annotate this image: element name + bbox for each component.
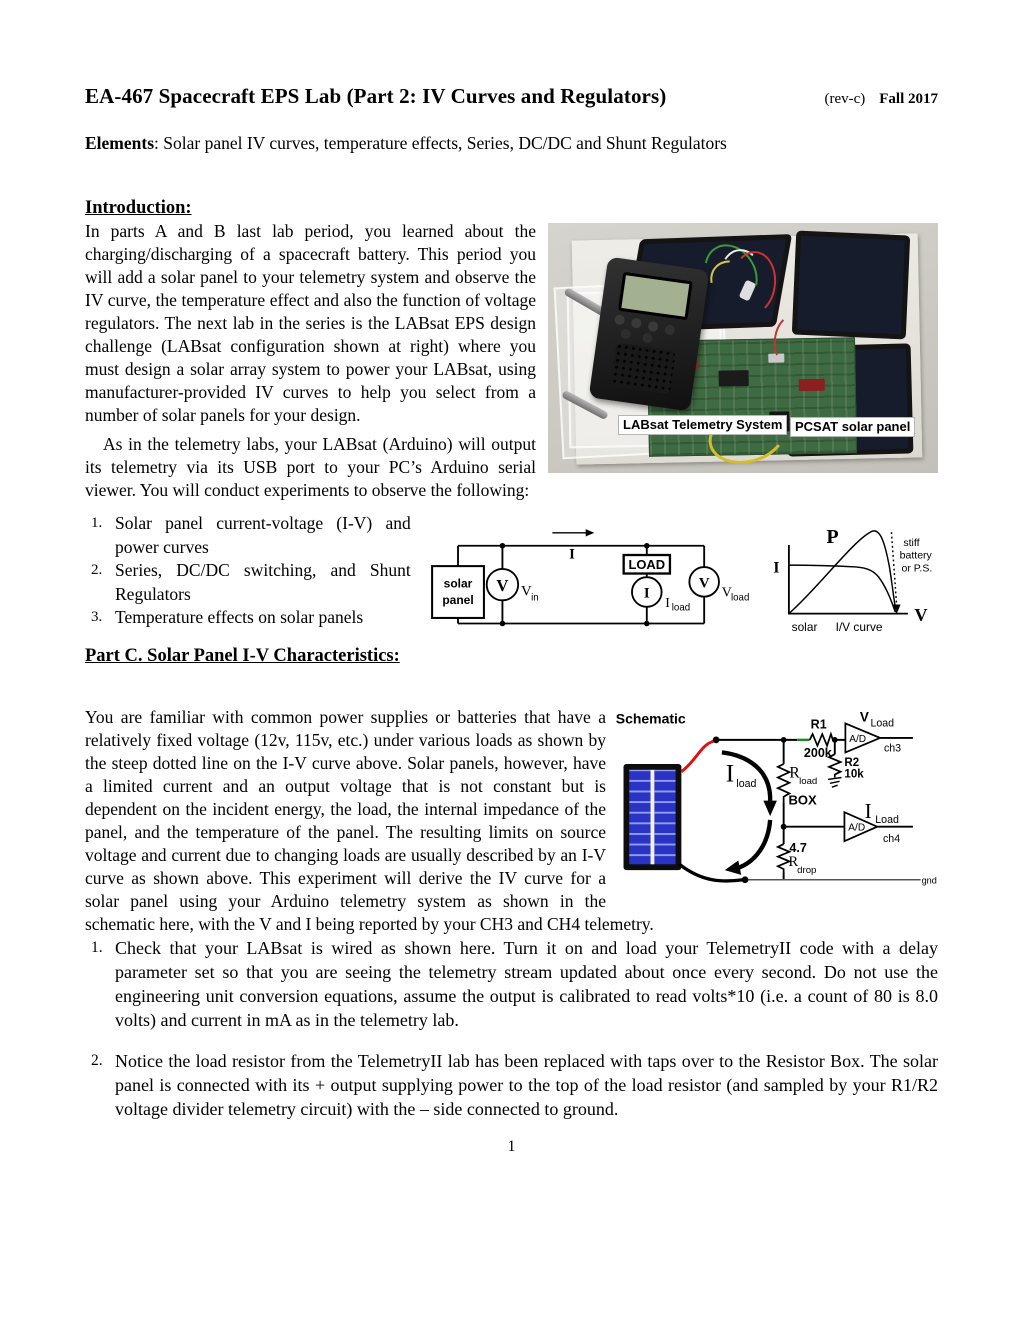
iload-label: I: [665, 595, 670, 611]
step-text: Notice the load resistor from the TelemetryII lab has been replaced with taps over to the Resistor Box. The solar panel is connected with its + output supplying power to the top of the load resistor (and sampled by your R1/R2 voltage divider telemetry circuit) with the – side connected to ground.: [115, 1051, 938, 1119]
vload-output-sub: Load: [870, 717, 895, 730]
adc-ch3-label: A/D: [849, 733, 867, 745]
ch3-label: ch3: [883, 742, 902, 755]
r1-label: R1: [810, 717, 827, 732]
intro-paragraph-2: As in the telemetry labs, your LABsat (Arduino) will output its telemetry via its USB port to your PC’s Arduino serial viewer. You will conduct experiments to observe the following:: [85, 434, 536, 500]
part-c-section: [85, 706, 938, 936]
radio-speaker: [610, 343, 676, 395]
ammeter-iload-symbol: I: [643, 585, 650, 602]
schematic-title: Schematic: [615, 710, 686, 727]
solar-panel-box: [432, 566, 484, 618]
list-item-text: Temperature effects on solar panels: [115, 607, 364, 627]
r2-label: R2: [844, 756, 860, 769]
schematic-solar-panel: [624, 764, 682, 870]
list-item: [85, 512, 411, 559]
axis-label-voltage: V: [914, 604, 928, 625]
radio-buttons: [614, 314, 625, 325]
ch4-label: ch4: [883, 833, 901, 846]
radio-lcd: [618, 272, 693, 320]
title-row: [85, 84, 938, 109]
elements-line: [85, 133, 938, 154]
vload-output-symbol: V: [859, 709, 869, 725]
adc-ch4-label: A/D: [848, 822, 866, 834]
solar-panel-right-top: [792, 231, 910, 340]
step-item: [85, 936, 938, 1032]
step-number: 1.: [91, 939, 103, 956]
page-title: EA-467 Spacecraft EPS Lab (Part 2: IV Curves and Regulators): [85, 84, 667, 108]
list-item: [85, 559, 411, 606]
solar-panel-box-label-2: panel: [442, 593, 474, 608]
rload-box-label: BOX: [788, 792, 817, 808]
load-box-label: LOAD: [628, 556, 665, 572]
power-curve-label: P: [826, 526, 839, 549]
telemetry-schematic: [610, 708, 938, 901]
rload-sub: load: [799, 776, 818, 788]
title-right: [824, 90, 938, 108]
photo-label-solar-panel: PCSAT solar panel: [790, 417, 915, 437]
list-item: [85, 606, 411, 630]
experiments-list: [85, 512, 411, 630]
solar-panel-box-label-1: solar: [443, 576, 473, 591]
revision-label: (rev-c): [824, 91, 866, 107]
elements-label: Elements: [85, 133, 155, 153]
handheld-radio: [589, 257, 710, 412]
list-number: 1.: [91, 515, 103, 531]
vload-label: V: [721, 585, 732, 601]
resistor-r1: [810, 734, 833, 746]
iload-output-symbol: I: [864, 799, 872, 824]
measurement-circuit-diagram: [421, 516, 754, 644]
steps-list: [85, 936, 938, 1121]
iv-curve: [789, 565, 895, 612]
r1-value: 200k: [803, 746, 832, 761]
iload-symbol: I: [725, 760, 735, 788]
rdrop-value: 4.7: [789, 840, 807, 855]
list-number: 3.: [91, 609, 103, 625]
pcb-component: [799, 379, 825, 391]
current-label: I: [568, 546, 575, 563]
schematic-figure: [610, 708, 938, 904]
iload-sub: load: [736, 778, 757, 791]
iload-label-sub: load: [671, 602, 690, 614]
introduction-heading: Introduction:: [85, 198, 192, 218]
r2-value: 10k: [844, 768, 864, 781]
term-label: Fall 2017: [879, 91, 938, 107]
vin-label: V: [520, 583, 532, 600]
rdrop-symbol: R: [788, 854, 799, 871]
list-number: 2.: [91, 562, 103, 578]
rload-symbol: R: [789, 764, 800, 782]
positive-wire-red: [681, 741, 714, 772]
pcb-component: [719, 370, 749, 387]
introduction-section: [85, 196, 938, 502]
stiff-battery-annotation-1: stiff: [903, 536, 920, 549]
graph-axes: [789, 545, 908, 614]
stiff-battery-annotation-3: or P.S.: [901, 562, 933, 575]
graph-caption-solar: solar: [791, 620, 818, 635]
photo-label-telemetry-system: LABsat Telemetry System: [618, 415, 787, 435]
step-item: [85, 1049, 938, 1121]
rdrop-sub: drop: [797, 864, 817, 876]
part-c-heading: Part C. Solar Panel I-V Characteristics:: [85, 646, 400, 666]
stiff-battery-annotation-2: battery: [899, 549, 932, 562]
ground-symbol: [828, 777, 842, 787]
list-item-text: Solar panel current-voltage (I-V) and power curves: [115, 513, 411, 557]
elements-text: : Solar panel IV curves, temperature effects, Series, DC/DC and Shunt Regulators: [154, 133, 727, 153]
labsat-photo: [548, 223, 938, 473]
intro-paragraph-1: In parts A and B last lab period, you learned about the charging/discharging of a spacecraft battery. This period you will add a solar panel to your telemetry system and observe the IV curve, the temperature effect and also the function of voltage regulators. The next lab in the series is the LABsat EPS design challenge (LABsat configuration shown at right) where you must design a solar array system to power your LABsat, using manufacturer-provided IV curves to help you select from a number of solar panels for your design.: [85, 221, 536, 425]
vin-label-sub: in: [530, 592, 539, 604]
iv-curve-graph: [766, 512, 938, 642]
list-item-text: Series, DC/DC switching, and Shunt Regulators: [115, 560, 411, 604]
axis-label-current: I: [773, 559, 780, 577]
voltmeter-vin-symbol: V: [496, 576, 509, 596]
power-curve: [789, 531, 896, 614]
diagrams-row: [85, 512, 938, 644]
page-number: 1: [507, 1138, 516, 1155]
voltmeter-vload-symbol: V: [698, 575, 710, 592]
gnd-label: gnd: [921, 875, 937, 886]
step-number: 2.: [91, 1052, 103, 1069]
graph-caption-ivcurve: I/V curve: [835, 620, 883, 635]
part-c-paragraph: You are familiar with common power supplies or batteries that have a relatively fixed voltage (12v, 115v, etc.) under various loads as shown by the steep dotted line on the I-V curve above. Solar panels, however, have a limited current and an output voltage that is not constant but is dependent on the incident energy, the load, the internal impedance of the panel, and the temperature of the panel. The resulting limits on source voltage and current due to changing loads are usually described by an I-V curve as shown above. This experiment will derive the IV curve for a solar panel using your Arduino telemetry system as shown in the schematic here, with the V and I being reported by your CH3 and CH4 telemetry.: [85, 707, 654, 934]
iload-output-sub: Load: [875, 813, 899, 826]
step-text: Check that your LABsat is wired as shown here. Turn it on and load your TelemetryII code with a delay parameter set so that you are seeing the telemetry stream updated about once every second. Do not use the engineering unit conversion equations, assume the output is calibrated to read volts*10 (i.e. a count of 80 is 8.0 volts) and current in mA as in the telemetry lab.: [115, 938, 938, 1030]
vload-label-sub: load: [730, 592, 750, 604]
